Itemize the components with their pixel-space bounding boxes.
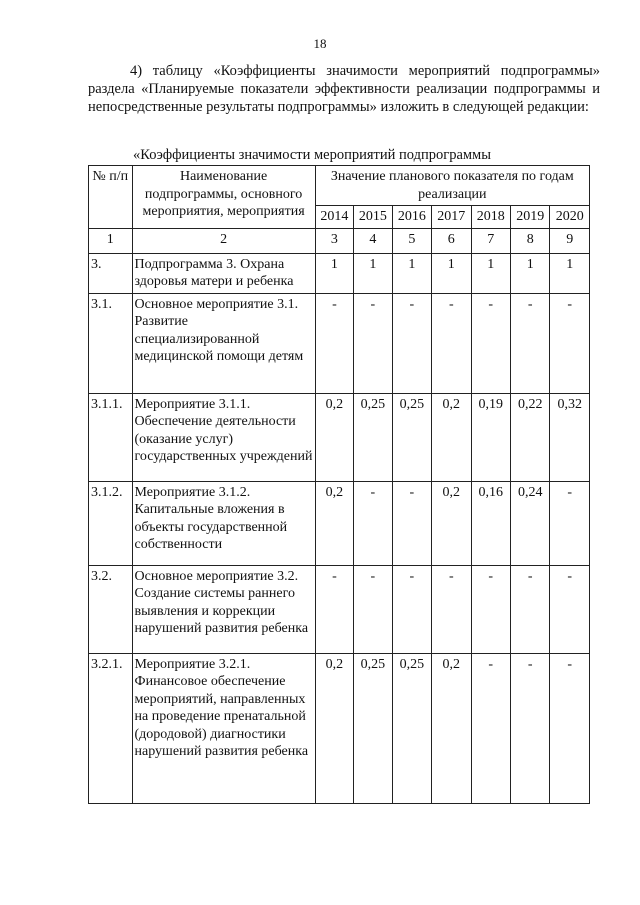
column-index: 9 [550, 228, 590, 253]
row-name: Мероприятие 3.1.1. Обеспечение деятельности (оказание услуг) государственных учреждений [132, 393, 315, 481]
year-value: - [354, 293, 392, 393]
year-value: 0,24 [511, 481, 550, 565]
year-value: 0,25 [392, 653, 431, 803]
table-row [89, 565, 590, 653]
column-index: 4 [354, 228, 392, 253]
row-name: Мероприятие 3.1.2. Капитальные вложения в объекты государственной собственности [132, 481, 315, 565]
header-year: 2018 [471, 206, 510, 229]
row-number: 3.1.2. [89, 481, 133, 565]
table-row [89, 481, 590, 565]
year-value: 0,2 [432, 481, 471, 565]
year-value: - [354, 481, 392, 565]
year-value: - [511, 565, 550, 653]
year-value: 0,2 [315, 653, 353, 803]
year-value: 0,19 [471, 393, 510, 481]
row-name: Подпрограмма 3. Охрана здоровья матери и ребенка [132, 253, 315, 293]
year-value: 0,2 [432, 393, 471, 481]
year-value: - [511, 653, 550, 803]
year-value: 1 [315, 253, 353, 293]
header-year: 2017 [432, 206, 471, 229]
column-index-row [89, 228, 590, 253]
table-caption: «Коэффициенты значимости мероприятий подпрограммы [133, 147, 491, 163]
year-value: - [471, 653, 510, 803]
column-index: 8 [511, 228, 550, 253]
row-name: Основное мероприятие 3.1. Развитие специализированной медицинской помощи детям [132, 293, 315, 393]
column-index: 5 [392, 228, 431, 253]
coefficients-table [88, 165, 590, 804]
header-name: Наименование подпрограммы, основного мероприятия, мероприятия [132, 166, 315, 229]
year-value: - [315, 293, 353, 393]
row-name: Мероприятие 3.2.1. Финансовое обеспечение мероприятий, направленных на проведение пренатальной (дородовой) диагностики нарушений развития ребенка [132, 653, 315, 803]
year-value: 1 [550, 253, 590, 293]
row-number: 3.2.1. [89, 653, 133, 803]
header-year: 2016 [392, 206, 431, 229]
row-number: 3.1.1. [89, 393, 133, 481]
column-index: 2 [132, 228, 315, 253]
header-row-top [89, 166, 590, 206]
year-value: 0,25 [354, 653, 392, 803]
year-value: - [392, 481, 431, 565]
header-year-group: Значение планового показателя по годам реализации [315, 166, 589, 206]
year-value: 1 [432, 253, 471, 293]
table-row [89, 253, 590, 293]
year-value: - [550, 481, 590, 565]
header-num: № п/п [89, 166, 133, 229]
year-value: - [471, 293, 510, 393]
year-value: - [550, 293, 590, 393]
intro-paragraph: 4) таблицу «Коэффициенты значимости мероприятий подпрограммы» раздела «Планируемые показатели эффективности реализации подпрограммы и непосредственные результаты подпрограммы» изложить в следующей редакции: [88, 63, 600, 115]
table-row [89, 393, 590, 481]
year-value: 0,25 [392, 393, 431, 481]
year-value: 1 [471, 253, 510, 293]
year-value: 0,25 [354, 393, 392, 481]
table-body [89, 253, 590, 803]
year-value: - [354, 565, 392, 653]
year-value: 0,2 [315, 481, 353, 565]
year-value: 0,2 [432, 653, 471, 803]
table-row [89, 293, 590, 393]
year-value: - [432, 293, 471, 393]
year-value: 0,2 [315, 393, 353, 481]
year-value: 1 [354, 253, 392, 293]
column-index: 3 [315, 228, 353, 253]
header-year: 2020 [550, 206, 590, 229]
year-value: 0,22 [511, 393, 550, 481]
column-index: 7 [471, 228, 510, 253]
year-value: 1 [511, 253, 550, 293]
row-number: 3.2. [89, 565, 133, 653]
year-value: 0,32 [550, 393, 590, 481]
header-year: 2019 [511, 206, 550, 229]
year-value: - [471, 565, 510, 653]
header-year: 2014 [315, 206, 353, 229]
year-value: - [392, 293, 431, 393]
year-value: - [315, 565, 353, 653]
table-row [89, 653, 590, 803]
header-year: 2015 [354, 206, 392, 229]
year-value: 1 [392, 253, 431, 293]
row-number: 3.1. [89, 293, 133, 393]
year-value: - [550, 565, 590, 653]
page-number: 18 [313, 36, 327, 51]
year-value: - [392, 565, 431, 653]
year-value: - [432, 565, 471, 653]
year-value: 0,16 [471, 481, 510, 565]
year-value: - [511, 293, 550, 393]
column-index: 1 [89, 228, 133, 253]
column-index: 6 [432, 228, 471, 253]
year-value: - [550, 653, 590, 803]
row-number: 3. [89, 253, 133, 293]
row-name: Основное мероприятие 3.2. Создание системы раннего выявления и коррекции нарушений развития ребенка [132, 565, 315, 653]
